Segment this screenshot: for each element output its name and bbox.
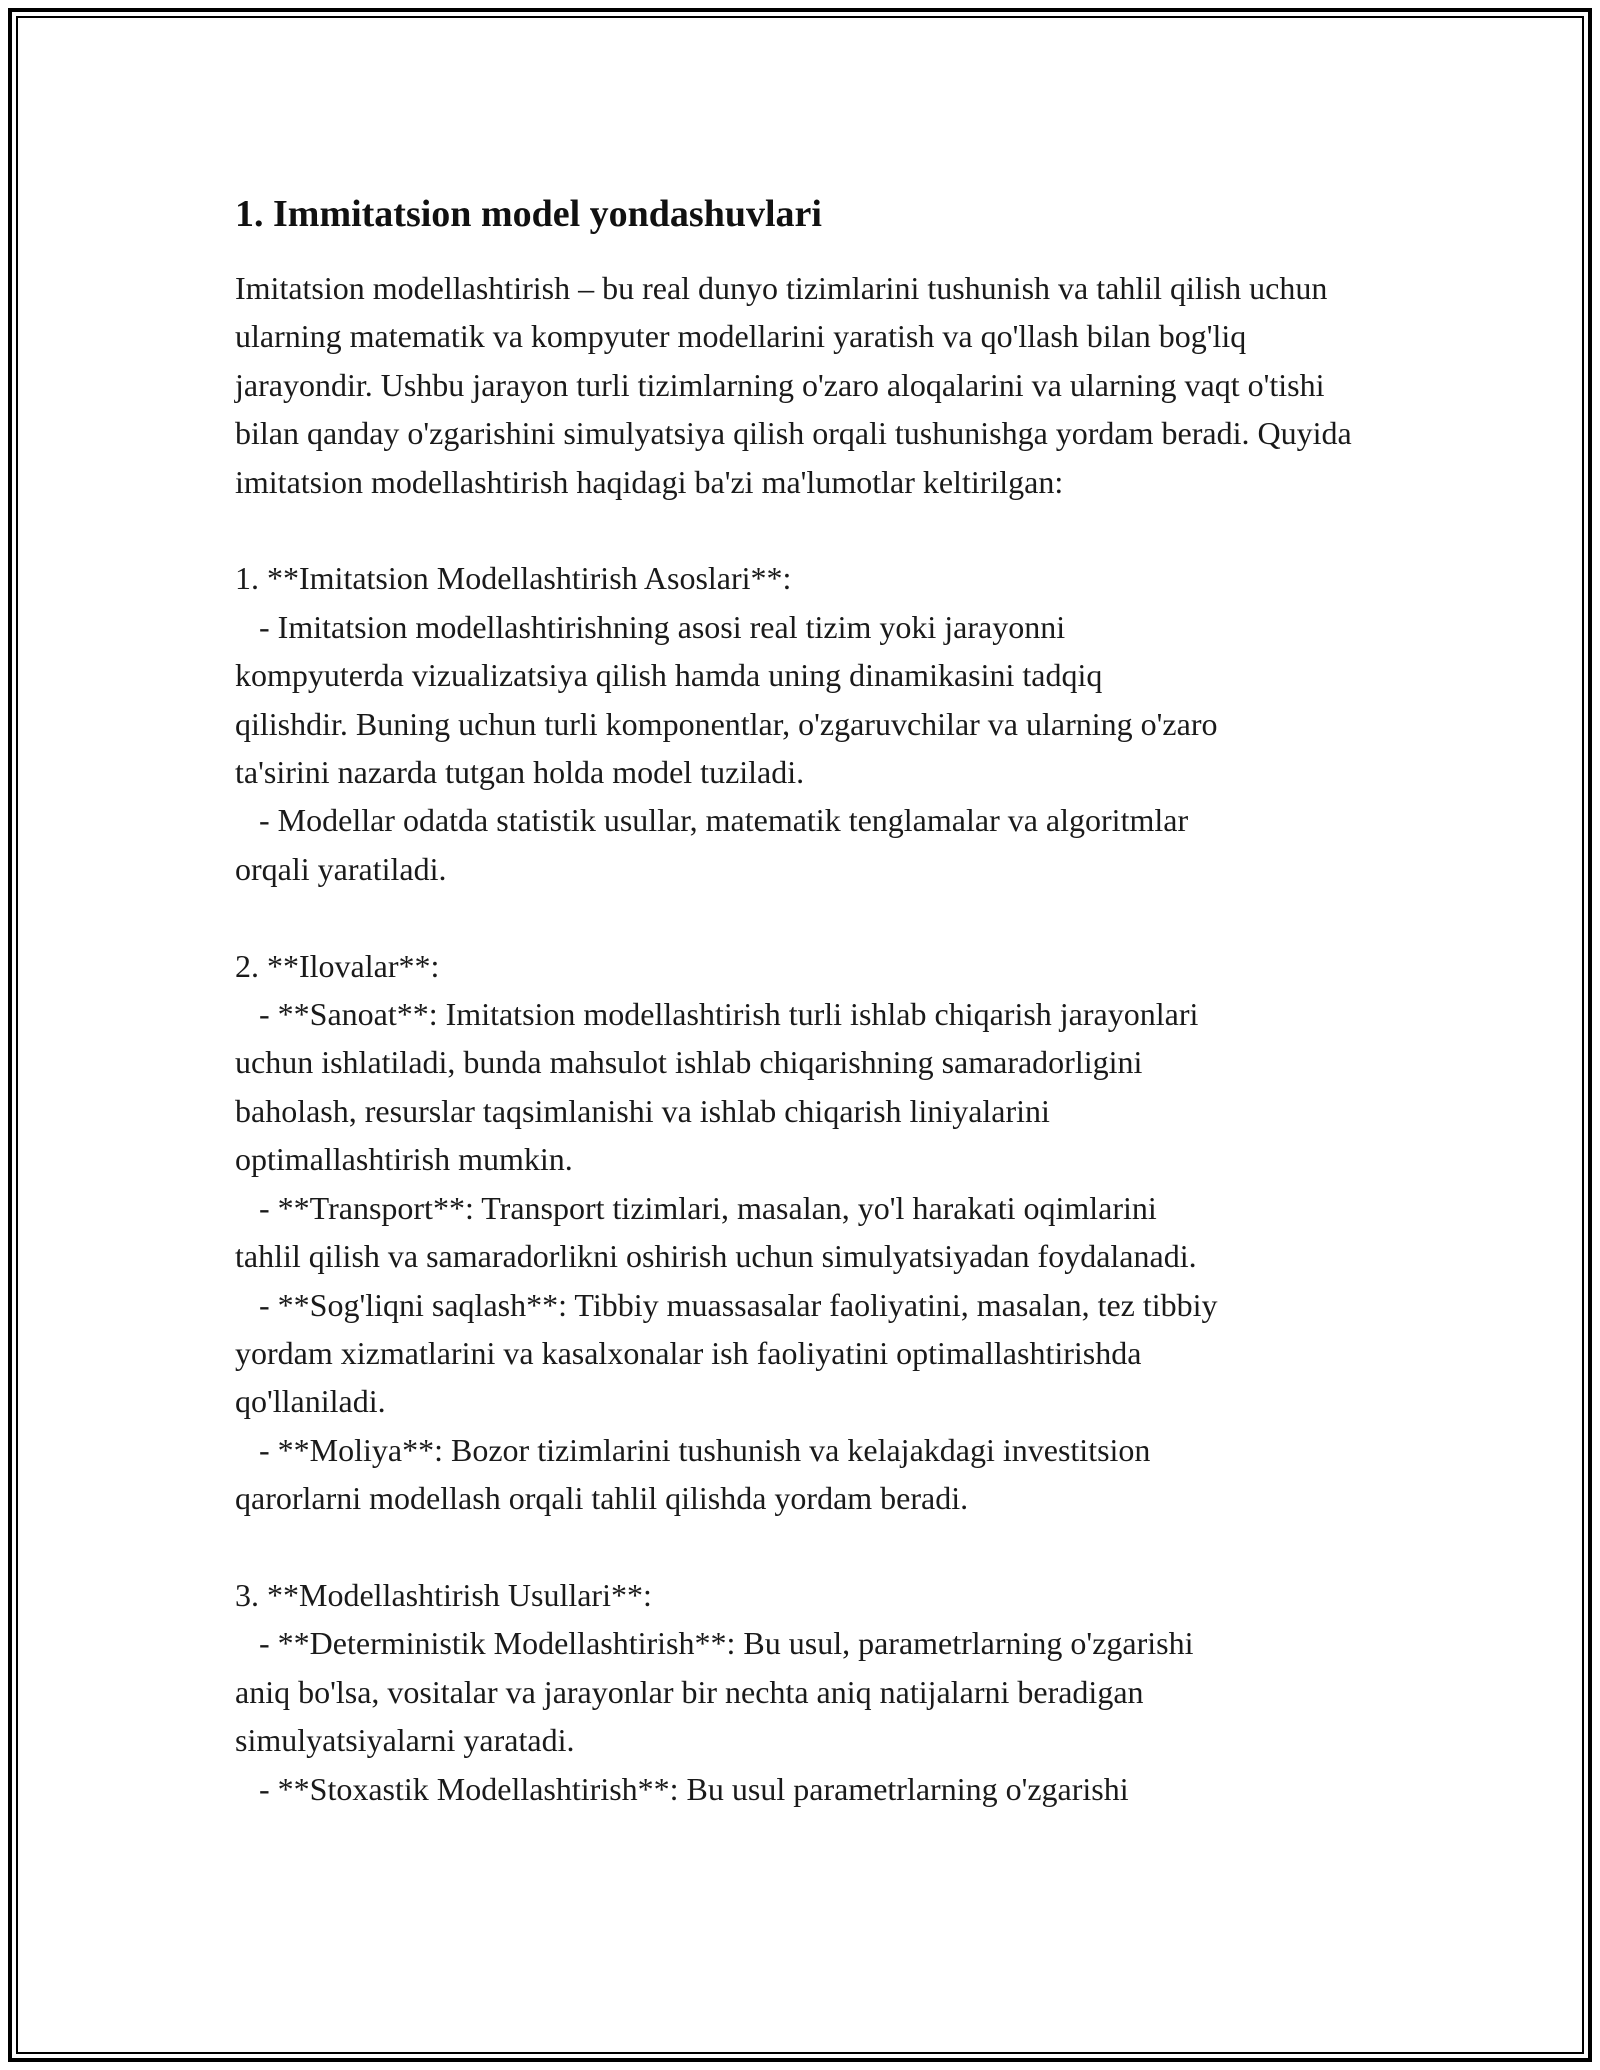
document-line: - Imitatsion modellashtirishning asosi real tizim yoki jarayonni <box>235 608 1066 645</box>
document-line: yordam xizmatlarini va kasalxonalar ish faoliyatini optimallashtirishda <box>235 1334 1142 1371</box>
document-line: - **Deterministik Modellashtirish**: Bu usul, parametrlarning o'zgarishi <box>235 1625 1194 1662</box>
document-line: qarorlarni modellash orqali tahlil qilishda yordam beradi. <box>235 1480 969 1517</box>
document-line: kompyuterda vizualizatsiya qilish hamda uning dinamikasini tadqiq <box>235 657 1103 694</box>
document-line: 1. **Imitatsion Modellashtirish Asoslari**: <box>235 560 792 597</box>
document-line: - **Moliya**: Bozor tizimlarini tushunish va kelajakdagi investitsion <box>235 1431 1151 1468</box>
document-line: uchun ishlatiladi, bunda mahsulot ishlab chiqarishning samaradorligini <box>235 1044 1143 1081</box>
document-body <box>235 186 1375 1813</box>
document-line: - **Transport**: Transport tizimlari, masalan, yo'l harakati oqimlarini <box>235 1189 1157 1226</box>
document-line <box>235 893 1375 941</box>
document-line: - **Sog'liqni saqlash**: Tibbiy muassasalar faoliyatini, masalan, tez tibbiy <box>235 1286 1218 1323</box>
document-line: - **Sanoat**: Imitatsion modellashtirish turli ishlab chiqarish jarayonlari <box>235 996 1199 1033</box>
document-line: optimallashtirish mumkin. <box>235 1141 573 1178</box>
document-line: - Modellar odatda statistik usullar, matematik tenglamalar va algoritmlar <box>235 802 1189 839</box>
document-line: tahlil qilish va samaradorlikni oshirish uchun simulyatsiyadan foydalanadi. <box>235 1238 1197 1275</box>
document-line <box>235 506 1375 554</box>
document-lines <box>235 506 1375 1813</box>
document-line: orqali yaratiladi. <box>235 850 447 887</box>
document-line: qo'llaniladi. <box>235 1383 386 1420</box>
document-line: - **Stoxastik Modellashtirish**: Bu usul parametrlarning o'zgarishi <box>235 1770 1129 1807</box>
document-line: qilishdir. Buning uchun turli komponentlar, o'zgaruvchilar va ularning o'zaro <box>235 705 1218 742</box>
document-title: 1. Immitatsion model yondashuvlari <box>235 193 822 235</box>
document-line: 2. **Ilovalar**: <box>235 947 440 984</box>
document-line: ta'sirini nazarda tutgan holda model tuziladi. <box>235 754 805 791</box>
document-line: 3. **Modellashtirish Usullari**: <box>235 1576 652 1613</box>
intro-paragraph: Imitatsion modellashtirish – bu real dunyo tizimlarini tushunish va tahlil qilish uchun ularning matematik va kompyuter modellarini yaratish va qo'llash bilan bog'liq jarayondir. Ushbu jarayon turli tizimlarning o'zaro aloqalarini va ularning vaqt o'tishi bilan qanday o'zgarishini simulyatsiya qilish orqali tushunishga yordam beradi. Quyida imitatsion modellashtirish haqidagi ba'zi ma'lumotlar keltirilgan: <box>235 270 1352 500</box>
document-line: baholash, resurslar taqsimlanishi va ishlab chiqarish liniyalarini <box>235 1092 1050 1129</box>
document-line: simulyatsiyalarni yaratadi. <box>235 1722 575 1759</box>
document-line <box>235 1523 1375 1571</box>
document-line: aniq bo'lsa, vositalar va jarayonlar bir nechta aniq natijalarni beradigan <box>235 1673 1144 1710</box>
